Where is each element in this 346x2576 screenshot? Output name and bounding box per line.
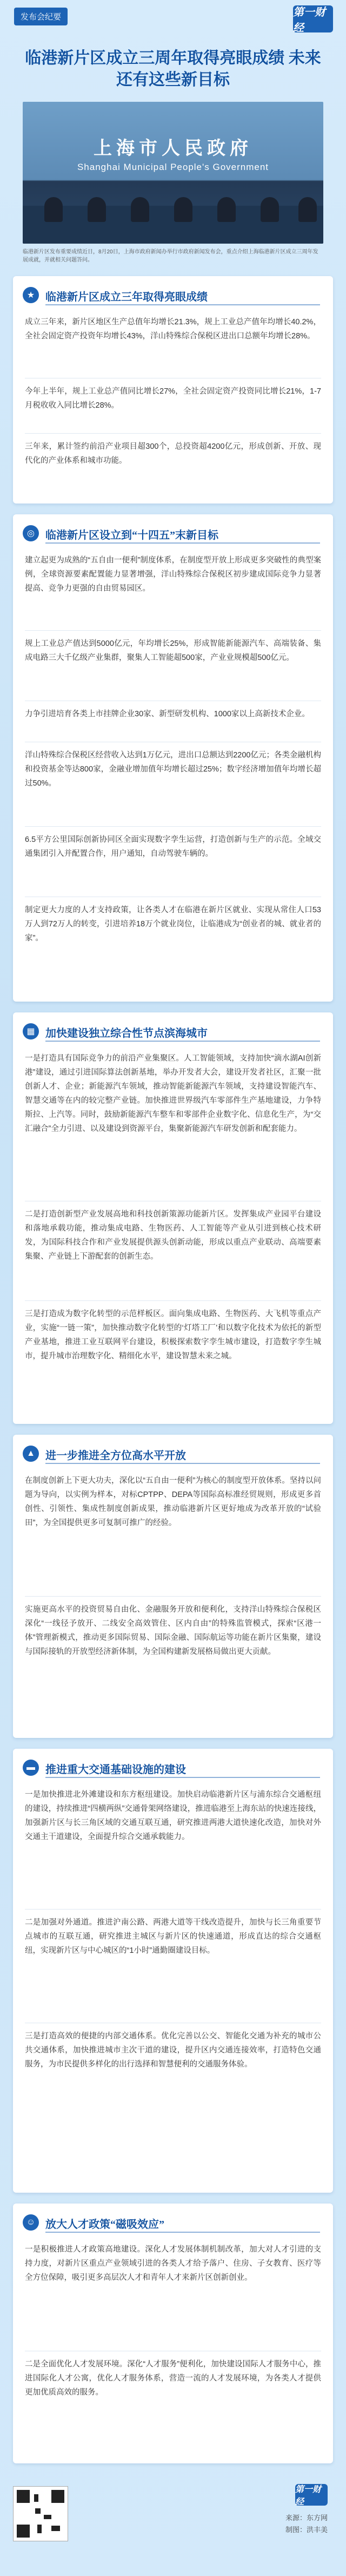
section-achievements bbox=[13, 276, 333, 504]
editor-text: 制图：洪丰美 bbox=[285, 2526, 328, 2534]
rocket-icon: ▲ bbox=[23, 1446, 39, 1462]
paragraph: 一是加快推进北外滩建设和东方枢纽建设。加快启动临港新片区与浦东综合交通枢纽的建设，持续推进“四横两纵”交通骨架网络建设，推进临港至上海东站的快速连接线，加强新片区与长三角区域的交通互联互通，研究推进两港大道快速化改造，加快对外交通主干道建设，全面提升综合交通承载能力。 bbox=[25, 1790, 321, 1841]
section-header bbox=[13, 1442, 333, 1465]
section-new-goals bbox=[13, 514, 333, 1002]
chart-icon: ★ bbox=[23, 287, 39, 303]
qr-code-icon[interactable] bbox=[13, 2486, 68, 2541]
section-title: 临港新片区成立三年取得亮眼成绩 bbox=[45, 291, 208, 303]
paragraph: 6.5平方公里国际创新协同区全面实现数字孪生运营，打造创新与生产的示范。全域交通集团引入并配置合作，用户通知，自动驾驶车辆的。 bbox=[25, 835, 321, 858]
paragraph: 洋山特殊综合保税区经营收入达到1万亿元，进出口总额达到2200亿元；各类金融机构和投资基金等达800家，金融业增加值年均增长超过25%；数字经济增加值年均增长超过50%。 bbox=[25, 751, 321, 788]
section-underline bbox=[45, 1463, 320, 1464]
speaker bbox=[217, 197, 236, 222]
photo-caption: 临港新片区发布重要成绩近日，8月20日，上海市政府新闻办举行市政府新闻发布会，重点介绍上海临港新片区成立三周年发展成就，并就相关问题答问。 bbox=[23, 249, 318, 263]
paragraph: 实施更高水平的投资贸易自由化、金融服务开放和便利化，支持洋山特殊综合保税区深化“一线径予放开、二线安全高效管住、区内自由”的特殊监管模式，探索“区港一体”管理新模式，推动更多国际贸易、国际金融、国际航运等功能在新片区集聚，建设与国际接轨的开放型经济新体制，为全国构建新发展格局做出更大贡献。 bbox=[25, 1605, 321, 1656]
speaker bbox=[88, 197, 106, 222]
speaker bbox=[261, 197, 279, 222]
section-title: 推进重大交通基础设施的建设 bbox=[45, 1764, 186, 1776]
section-title: 加快建设独立综合性节点滨海城市 bbox=[45, 1028, 208, 1039]
paragraph: 二是加强对外通道。推进沪南公路、两港大道等干线改造提升，加快与长三角重要节点城市的互联互通，研究推进主城区与新片区的快速通道，形成直达的综合交通枢纽，实现新片区与中心城区的“1小时”通勤圈建设目标。 bbox=[25, 1918, 321, 1955]
divider bbox=[25, 1300, 321, 1301]
section-header bbox=[13, 1756, 333, 1779]
paragraph: 三是打造高效的便捷的内部交通体系。优化完善以公交、智能化交通为补充的城市公共交通体系，加快推进城市主次干道的建设，提升区内交通连接效率，打造特色交通服务，为市民提供多样化的出行选择和智慧便利的交通服务体验。 bbox=[25, 2032, 321, 2069]
section-transport bbox=[13, 1749, 333, 2193]
paragraph: 三年来，累计签约前沿产业项目超300个，总投资超4200亿元，形成创新、开放、现代化的产业体系和城市功能。 bbox=[25, 442, 321, 465]
speaker bbox=[174, 197, 192, 222]
section-underline bbox=[45, 2232, 320, 2233]
section-header bbox=[13, 1020, 333, 1043]
sign-chinese: 上海市人民政府 bbox=[94, 138, 252, 159]
divider bbox=[25, 433, 321, 434]
paragraph: 制定更大力度的人才支持政策，让各类人才在临港在新片区就业、实现从常住人口53万人到72万人的转变，引进培养18万个就业岗位，让临港成为“创业者的城、就业者的家”。 bbox=[25, 906, 321, 943]
section-underline bbox=[45, 1041, 320, 1042]
section-underline bbox=[45, 1777, 320, 1778]
section-header bbox=[13, 284, 333, 306]
target-icon: ◎ bbox=[23, 525, 39, 541]
paragraph: 二是全面优化人才发展环境。深化“人才服务”便利化，加快建设国际人才服务中心，推进国际化人才公寓，优化人才服务体系，营造一流的人才发展环境，为各类人才提供更加优质高效的服务。 bbox=[25, 2360, 321, 2397]
divider bbox=[25, 826, 321, 827]
section-header bbox=[13, 2211, 333, 2234]
section-header bbox=[13, 522, 333, 545]
source-text: 来源：东方网 bbox=[285, 2514, 328, 2522]
paragraph: 三是打造成为数字化转型的示范样板区。面向集成电路、生物医药、大飞机等重点产业，实施“一链一策”，加快推动数字化转型的‘灯塔工厂’和以数字化技术为依托的新型产业基地，推进工业互联网平台建设，积极探索数字孪生城市建设，打造数字孪生城市，提升城市治理数字化、精细化水平，建设智慧未来之城。 bbox=[25, 1310, 321, 1361]
people-icon: ☺ bbox=[23, 2214, 39, 2231]
paragraph: 规上工业总产值达到5000亿元，年均增长25%，形成智能新能源汽车、高端装备、集成电路三大千亿级产业集群，聚集人工智能超500家，产业业规模超500亿元。 bbox=[25, 639, 321, 662]
section-title: 临港新片区设立到“十四五”末新目标 bbox=[45, 529, 218, 541]
section-talent bbox=[13, 2204, 333, 2463]
brand-logo: 第一财经 bbox=[293, 5, 333, 32]
divider bbox=[25, 1596, 321, 1597]
section-city-building bbox=[13, 1012, 333, 1424]
press-conference-photo bbox=[23, 102, 323, 244]
backdrop-sign bbox=[23, 133, 323, 173]
speaker bbox=[298, 197, 317, 222]
section-title: 放大人才政策“磁吸效应” bbox=[45, 2219, 164, 2231]
speaker bbox=[131, 197, 149, 222]
paragraph: 今年上半年，规上工业总产值同比增长27%，全社会固定资产投资同比增长21%，1-7月税收收入同比增长28%。 bbox=[25, 387, 321, 410]
paragraph: 建立起更为成熟的“五自由一便利”制度体系，在制度型开放上形成更多突破性的典型案例，全球资源要素配置能力显著增强，洋山特殊综合保税区初步建成国际竞争力显著提高、竞争力更强的自由贸易园区。 bbox=[25, 556, 321, 593]
section-underline bbox=[45, 542, 320, 544]
paragraph: 一是打造具有国际竞争力的前沿产业集聚区。人工智能领域，支持加快“滴水湖AI创新港”建设，通过引进国际算法创新基地，举办开发者大会，建设开发者社区，汇聚一批创新人才、企业；新能源汽车领域，推动智能新能源汽车领域，支持建设智能汽车、智慧交通等在内的较完整产业链。加快推进世界级汽车零部件生产基地建设，力争特斯拉、上汽等。同时，鼓励新能源汽车整车和零部件企业数字化、信息化生产，为“交汇融合”全力引进、以及建设到资源平台，集聚新能源汽车研发创新和配套能力。 bbox=[25, 1054, 321, 1133]
divider bbox=[25, 630, 321, 631]
category-tag: 发布会纪要 bbox=[14, 8, 68, 25]
paragraph: 成立三年来，新片区地区生产总值年均增长21.3%，规上工业总产值年均增长40.2%，全社会固定资产投资年均增长43%，洋山特殊综合保税区进出口总额年均增长28%。 bbox=[25, 318, 321, 341]
paragraph: 二是打造创新型产业发展高地和科技创新策源功能新片区。发挥集成产业园平台建设和落地承载功能，推动集成电路、生物医药、人工智能等产业从引进到核心技术研发，为国际科技合作和产业发展提供源头创新动能，形成以重点产业联动、高端要素集聚、产业链上下游配套的创新生态。 bbox=[25, 1210, 321, 1261]
paragraph: 力争引进培育各类上市挂牌企业30家、新型研发机构、1000家以上高新技术企业。 bbox=[25, 710, 310, 718]
car-icon: ▬ bbox=[23, 1760, 39, 1776]
building-icon: ▦ bbox=[23, 1023, 39, 1039]
footer-brand-logo: 第一财经 bbox=[295, 2484, 328, 2506]
sign-english: Shanghai Municipal People's Government bbox=[77, 162, 269, 172]
paragraph: 一是积极推进人才政策高地建设。深化人才发展体制机制改革，加大对人才引进的支持力度，对新片区重点产业领域引进的各类人才给予落户、住房、子女教育、医疗等全方位保障，吸引更多高层次人才和青年人才来新片区创新创业。 bbox=[25, 2245, 321, 2282]
paragraph: 在制度创新上下更大功夫，深化以“五自由一便利”为核心的制度型开放体系。坚持以问题为导向，以实例为样本，对标CPTPP、DEPA等国际高标准经贸规则，形成更多首创性、引领性、集成性制度创新成果，推动临港新片区更好地成为改革开放的“试验田”，为全国提供更多可复制可推广的经验。 bbox=[25, 1476, 321, 1527]
page-title: 临港新片区成立三周年取得亮眼成绩 未来还有这些新目标 bbox=[25, 49, 321, 89]
divider bbox=[25, 1909, 321, 1910]
section-underline bbox=[45, 304, 320, 305]
section-opening-up bbox=[13, 1435, 333, 1738]
credits bbox=[285, 2512, 328, 2536]
footer bbox=[13, 2480, 333, 2561]
section-title: 进一步推进全方位高水平开放 bbox=[45, 1450, 186, 1462]
speaker bbox=[44, 197, 63, 222]
